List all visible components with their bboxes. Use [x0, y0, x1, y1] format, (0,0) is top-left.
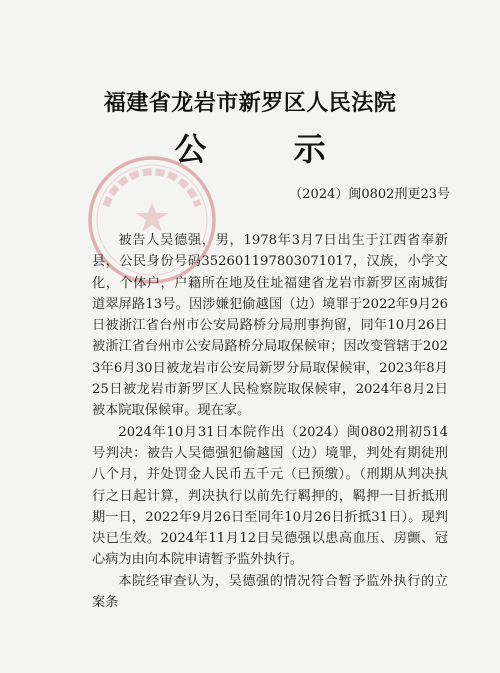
paragraph-review: 本院经审查认为，吴德强的情况符合暂予监外执行的立案条 [92, 573, 448, 611]
paragraph-defendant-info: 被告人吴德强，男，1978年3月7日出生于江西省奉新县，公民身份号码352601197803071017，汉族，小学文化，个体户，户籍所在地及住址福建省龙岩市新罗区南城街道翠屏路13号。因涉嫌犯偷越国（边）境罪于2022年9月26日被浙江省台州市公安局路桥分局刑事拘留，同年10月26日被浙江省台州市公安局路桥分局取保候审；因改变管辖于2023年6月30日被龙岩市公安局新罗分局取保候审，2023年8月25日被龙岩市新罗区人民检察院取保候审，2024年8月2日被本院取保候审。现在家。 [92, 233, 448, 419]
notice-body [92, 230, 448, 613]
court-name-heading: 福建省龙岩市新罗区人民法院 [103, 91, 397, 116]
paragraph-judgment: 2024年10月31日本院作出（2024）闽0802刑初514号判决：被告人吴德强犯偷越国（边）境罪，判处有期徒刑八个月，并处罚金人民币五千元（已预缴）。（刑期从判决执行之日起计算，判决执行以前先行羁押的，羁押一日折抵刑期一日，2022年9月26日至同年10月26日折抵31日）。现判决已生效。2024年11月12日吴德强以患高血压、房颤、冠心病为由向本院申请暂予监外执行。 [92, 424, 448, 568]
notice-title: 公 示 [174, 130, 364, 168]
case-number: （2024）闽0802刑更23号 [289, 187, 450, 202]
